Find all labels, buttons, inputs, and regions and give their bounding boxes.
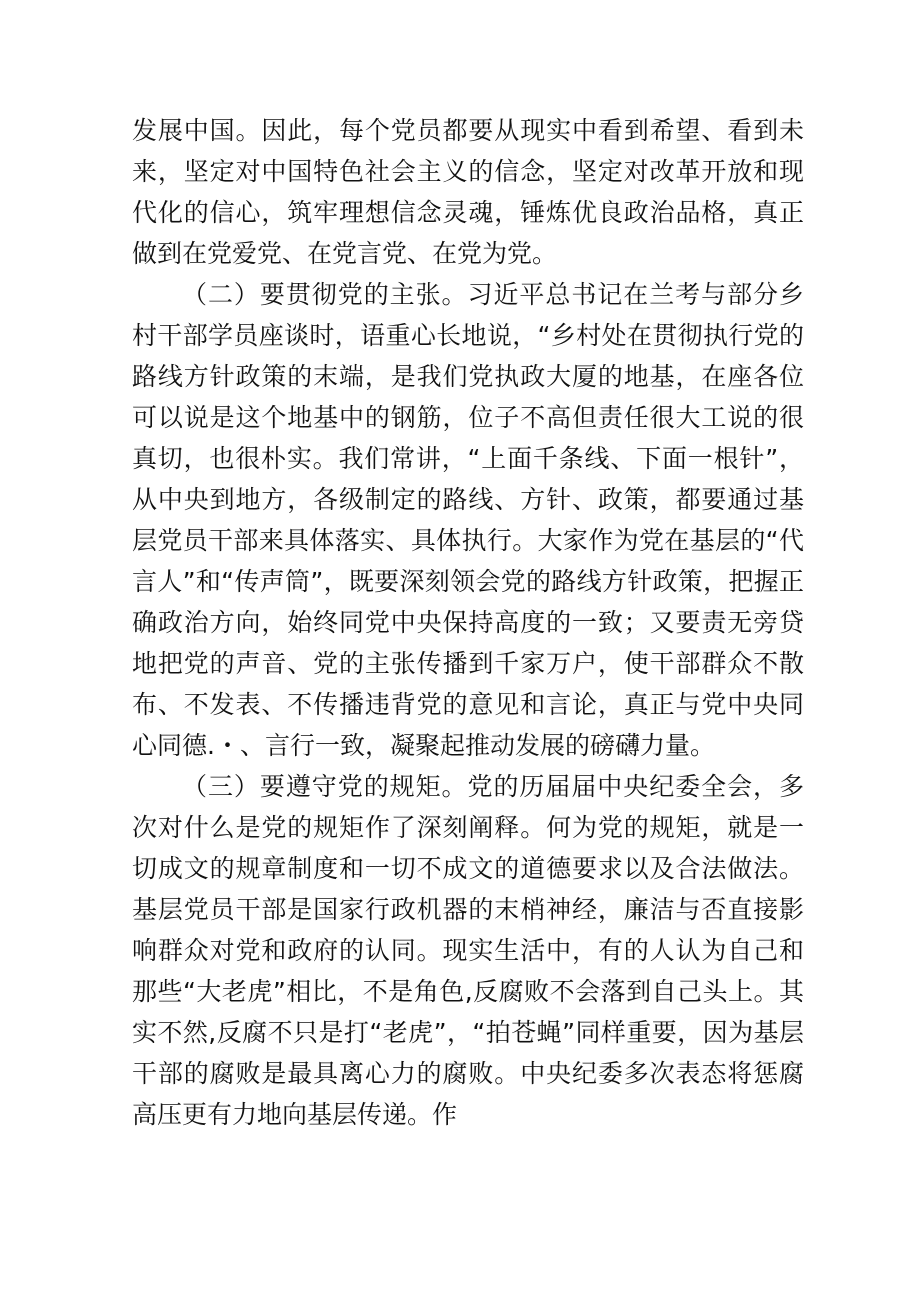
paragraph-section-2: （二）要贯彻党的主张。习近平总书记在兰考与部分乡村干部学员座谈时，语重心长地说，“乡村处在贯彻执行党的路线方针政策的末端，是我们党执政大厦的地基，在座各位可以说是这个地基中的钢筋，位子不高但责任很大工说的很真切，也很朴实。我们常讲，“上面千条线、下面一根针”，从中央到地方，各级制定的路线、方针、政策，都要通过基层党员干部来具体落实、具体执行。大家作为党在基层的“代言人”和“传声筒”，既要深刻领会党的路线方针政策，把握正确政治方向，始终同党中央保持高度的一致；又要责无旁贷地把党的声音、党的主张传播到千家万户，使干部群众不散布、不发表、不传播违背党的意见和言论，真正与党中央同心同德.・、言行一致，凝聚起推动发展的磅礴力量。 xyxy=(132,280,804,760)
document-body xyxy=(132,110,804,1135)
paragraph-section-3: （三）要遵守党的规矩。党的历届届中央纪委全会，多次对什么是党的规矩作了深刻阐释。何为党的规矩，就是一切成文的规章制度和一切不成文的道德要求以及合法做法。基层党员干部是国家行政机器的末梢神经，廉洁与否直接影响群众对党和政府的认同。现实生活中，有的人认为自己和那些“大老虎”相比，不是角色,反腐败不会落到自己头上。其实不然,反腐不只是打“老虎”，“拍苍蝇”同样重要，因为基层干部的腐败是最具离心力的腐败。中央纪委多次表态将惩腐高压更有力地向基层传递。作 xyxy=(132,772,804,1129)
paragraph-continuation: 发展中国。因此，每个党员都要从现实中看到希望、看到未来，坚定对中国特色社会主义的信念，坚定对改革开放和现代化的信心，筑牢理想信念灵魂，锤炼优良政治品格，真正做到在党爱党、在党言党、在党为党。 xyxy=(132,116,804,268)
